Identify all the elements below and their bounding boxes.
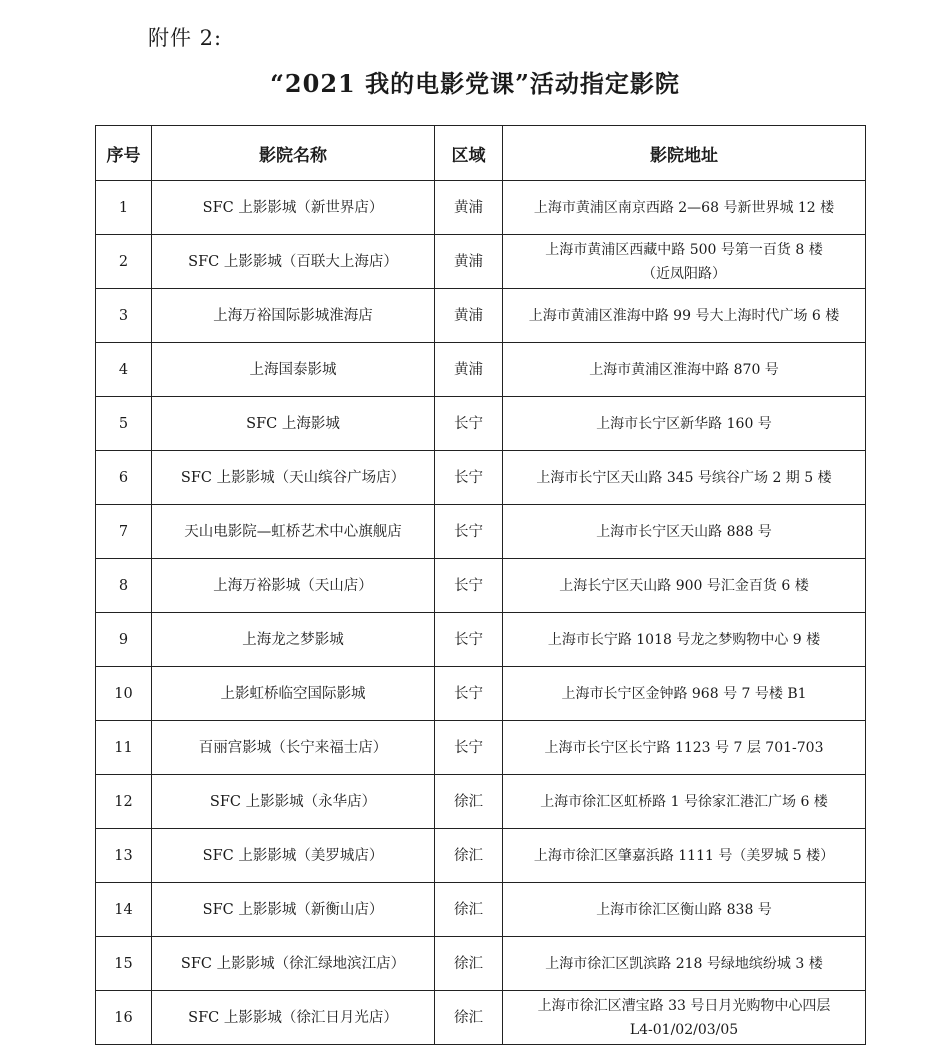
cell-name: SFC 上影影城（美罗城店） xyxy=(152,829,435,883)
cell-name: 天山电影院—虹桥艺术中心旗舰店 xyxy=(152,505,435,559)
cell-name: SFC 上影影城（百联大上海店） xyxy=(152,235,435,289)
cell-name: 上海国泰影城 xyxy=(152,343,435,397)
cell-no: 9 xyxy=(96,613,152,667)
table-row xyxy=(96,991,866,1045)
table-row xyxy=(96,829,866,883)
cell-address xyxy=(503,991,866,1045)
cell-address: 上海市徐汇区虹桥路 1 号徐家汇港汇广场 6 楼 xyxy=(503,775,866,829)
cell-district: 黄浦 xyxy=(435,343,503,397)
cell-district: 长宁 xyxy=(435,505,503,559)
cell-no: 2 xyxy=(96,235,152,289)
cell-address: 上海市长宁区天山路 345 号缤谷广场 2 期 5 楼 xyxy=(503,451,866,505)
attachment-label: 附件 2: xyxy=(148,26,223,50)
cell-name: SFC 上影影城（徐汇日月光店） xyxy=(152,991,435,1045)
cell-district: 长宁 xyxy=(435,667,503,721)
cell-name: 上海万裕国际影城淮海店 xyxy=(152,289,435,343)
cell-district: 徐汇 xyxy=(435,829,503,883)
cell-address: 上海长宁区天山路 900 号汇金百货 6 楼 xyxy=(503,559,866,613)
cell-address: 上海市长宁区金钟路 968 号 7 号楼 B1 xyxy=(503,667,866,721)
cell-no: 10 xyxy=(96,667,152,721)
table-row xyxy=(96,883,866,937)
cell-district: 长宁 xyxy=(435,721,503,775)
table-row xyxy=(96,505,866,559)
table-row xyxy=(96,775,866,829)
cell-name: 上海龙之梦影城 xyxy=(152,613,435,667)
cell-address: 上海市黄浦区南京西路 2—68 号新世界城 12 楼 xyxy=(503,181,866,235)
cell-district: 徐汇 xyxy=(435,991,503,1045)
cell-no: 11 xyxy=(96,721,152,775)
cell-address: 上海市长宁路 1018 号龙之梦购物中心 9 楼 xyxy=(503,613,866,667)
cell-address: 上海市长宁区天山路 888 号 xyxy=(503,505,866,559)
cell-district: 长宁 xyxy=(435,451,503,505)
table-row xyxy=(96,289,866,343)
cell-name: SFC 上影影城（徐汇绿地滨江店） xyxy=(152,937,435,991)
header-address: 影院地址 xyxy=(503,126,866,181)
cell-name: SFC 上海影城 xyxy=(152,397,435,451)
cell-address: 上海市黄浦区淮海中路 99 号大上海时代广场 6 楼 xyxy=(503,289,866,343)
cell-no: 7 xyxy=(96,505,152,559)
cell-no: 13 xyxy=(96,829,152,883)
cell-no: 14 xyxy=(96,883,152,937)
cell-district: 黄浦 xyxy=(435,235,503,289)
table-row xyxy=(96,559,866,613)
header-district: 区域 xyxy=(435,126,503,181)
cell-address: 上海市黄浦区淮海中路 870 号 xyxy=(503,343,866,397)
header-name: 影院名称 xyxy=(152,126,435,181)
cell-address: 上海市长宁区新华路 160 号 xyxy=(503,397,866,451)
table-row xyxy=(96,937,866,991)
cinema-table xyxy=(95,125,866,1045)
cell-name: SFC 上影影城（新世界店） xyxy=(152,181,435,235)
cell-district: 长宁 xyxy=(435,397,503,451)
table-row xyxy=(96,235,866,289)
table-row xyxy=(96,613,866,667)
address-line-1: 上海市徐汇区漕宝路 33 号日月光购物中心四层 xyxy=(537,997,831,1014)
cell-no: 4 xyxy=(96,343,152,397)
cell-district: 长宁 xyxy=(435,613,503,667)
table-row xyxy=(96,667,866,721)
cell-name: 百丽宫影城（长宁来福士店） xyxy=(152,721,435,775)
cell-district: 黄浦 xyxy=(435,289,503,343)
document-title: “2021 我的电影党课”活动指定影院 xyxy=(270,69,680,98)
table-row xyxy=(96,397,866,451)
cell-no: 12 xyxy=(96,775,152,829)
cell-address: 上海市长宁区长宁路 1123 号 7 层 701-703 xyxy=(503,721,866,775)
cell-name: 上影虹桥临空国际影城 xyxy=(152,667,435,721)
table-row xyxy=(96,721,866,775)
cell-name: 上海万裕影城（天山店） xyxy=(152,559,435,613)
cell-name: SFC 上影影城（天山缤谷广场店） xyxy=(152,451,435,505)
cell-address xyxy=(503,235,866,289)
cell-district: 徐汇 xyxy=(435,775,503,829)
cell-no: 8 xyxy=(96,559,152,613)
address-line-1: 上海市黄浦区西藏中路 500 号第一百货 8 楼 xyxy=(545,241,823,258)
table-row xyxy=(96,181,866,235)
cell-no: 6 xyxy=(96,451,152,505)
cell-name: SFC 上影影城（永华店） xyxy=(152,775,435,829)
cell-no: 3 xyxy=(96,289,152,343)
cell-district: 徐汇 xyxy=(435,883,503,937)
cell-address: 上海市徐汇区衡山路 838 号 xyxy=(503,883,866,937)
cell-address: 上海市徐汇区肇嘉浜路 1111 号（美罗城 5 楼） xyxy=(503,829,866,883)
cell-address: 上海市徐汇区凯滨路 218 号绿地缤纷城 3 楼 xyxy=(503,937,866,991)
cell-district: 徐汇 xyxy=(435,937,503,991)
table-row xyxy=(96,451,866,505)
address-line-2: L4-01/02/03/05 xyxy=(629,1021,739,1038)
header-no: 序号 xyxy=(96,126,152,181)
cell-no: 1 xyxy=(96,181,152,235)
address-line-2: （近凤阳路） xyxy=(642,265,726,282)
table-row xyxy=(96,343,866,397)
cell-district: 长宁 xyxy=(435,559,503,613)
table-header-row xyxy=(96,126,866,181)
cell-no: 15 xyxy=(96,937,152,991)
cell-no: 16 xyxy=(96,991,152,1045)
cell-name: SFC 上影影城（新衡山店） xyxy=(152,883,435,937)
cell-no: 5 xyxy=(96,397,152,451)
cell-district: 黄浦 xyxy=(435,181,503,235)
